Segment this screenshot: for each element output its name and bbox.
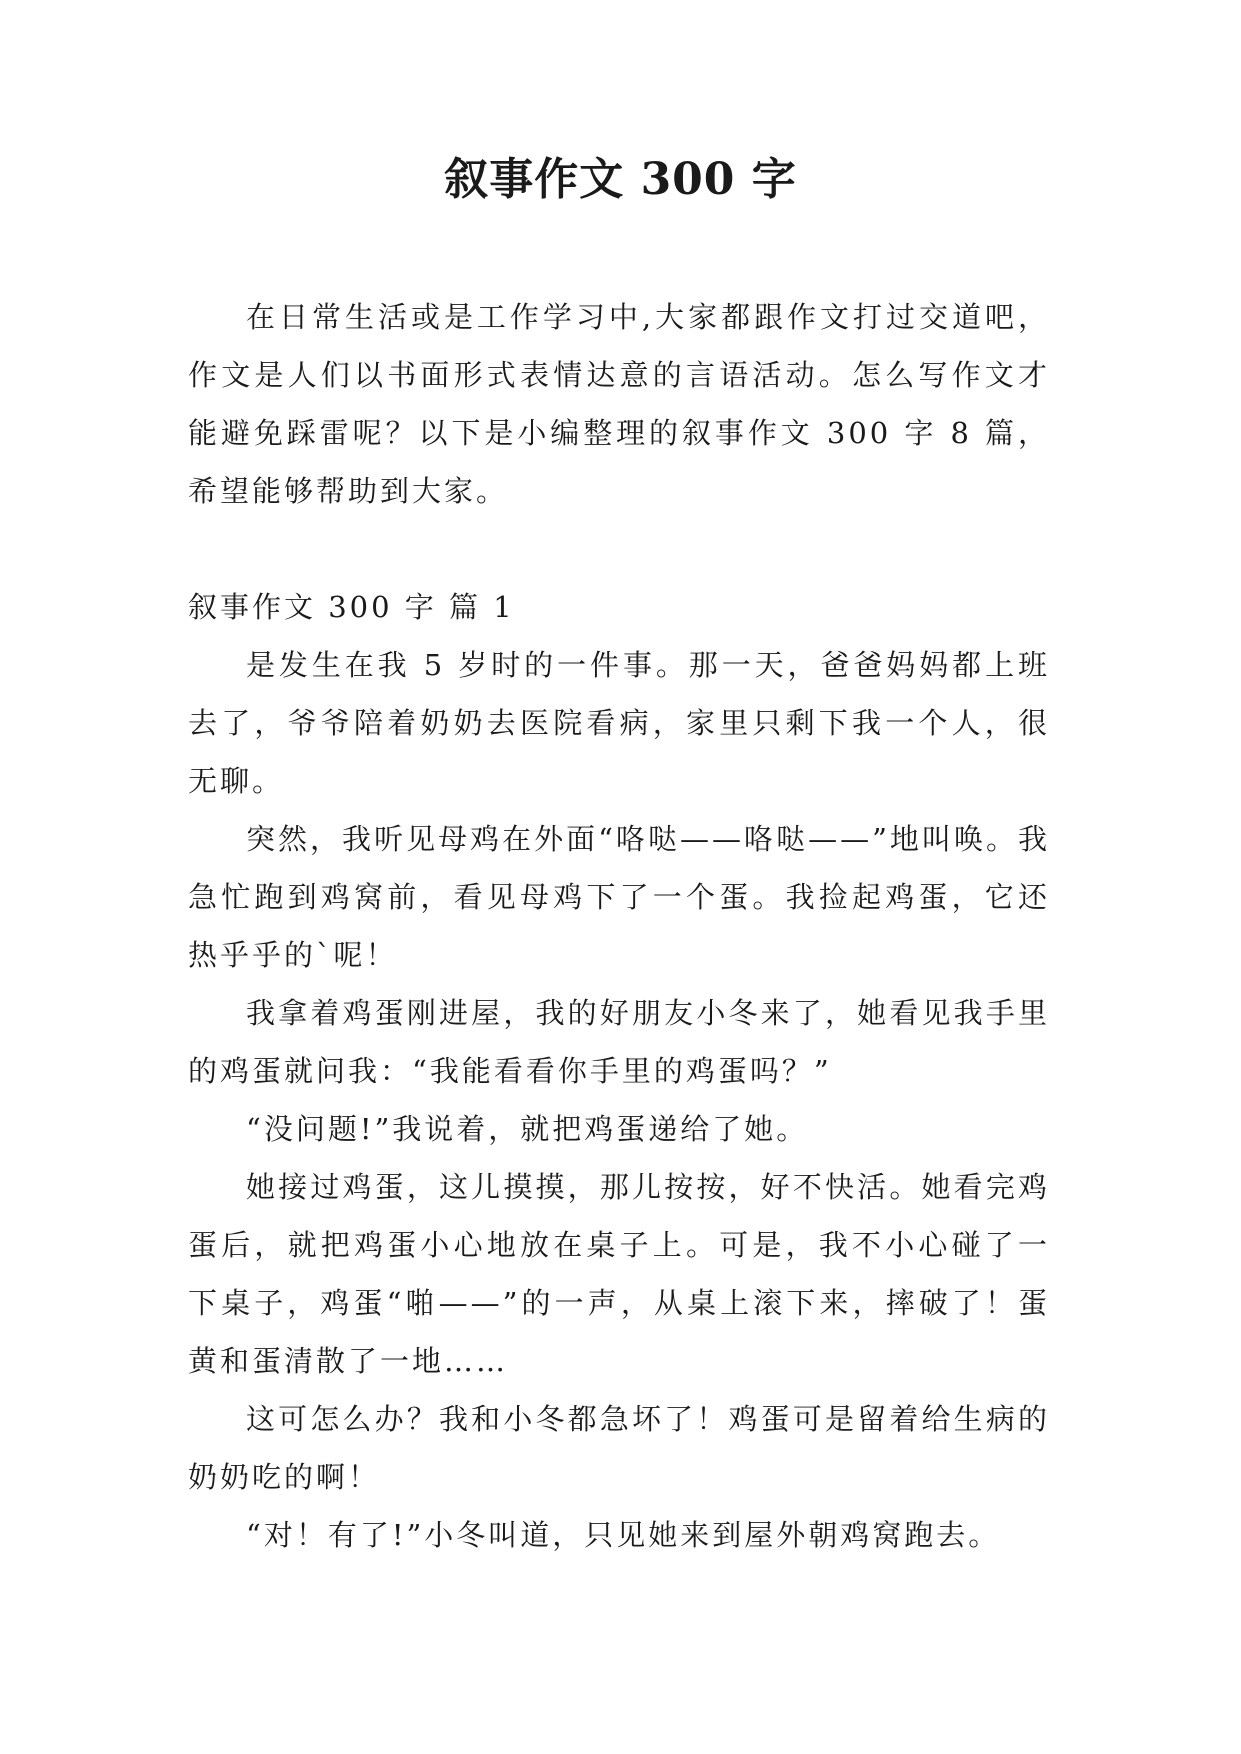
section-heading: 叙事作文 300 字 篇 1 <box>188 590 515 624</box>
body-paragraph: 是发生在我 5 岁时的一件事。那一天，爸爸妈妈都上班去了，爷爷陪着奶奶去医院看病，家里只剩下我一个人，很无聊。 <box>188 648 1050 798</box>
body-paragraph: 这可怎么办？我和小冬都急坏了！鸡蛋可是留着给生病的奶奶吃的啊！ <box>188 1402 1050 1494</box>
body-paragraph: “没问题!”我说着，就把鸡蛋递给了她。 <box>246 1112 809 1146</box>
body-paragraph: “对！有了!”小冬叫道，只见她来到屋外朝鸡窝跑去。 <box>246 1518 1001 1552</box>
document-title: 叙事作文 300 字 <box>444 154 797 205</box>
intro-paragraph: 在日常生活或是工作学习中,大家都跟作文打过交道吧，作文是人们以书面形式表情达意的言语活动。怎么写作文才能避免踩雷呢？以下是小编整理的叙事作文 300 字 8 篇，希望能够帮助到大家。 <box>188 300 1050 508</box>
body-paragraph: 突然，我听见母鸡在外面“咯哒——咯哒——”地叫唤。我急忙跑到鸡窝前，看见母鸡下了一个蛋。我捡起鸡蛋，它还热乎乎的`呢！ <box>188 822 1050 972</box>
body-paragraph: 她接过鸡蛋，这儿摸摸，那儿按按，好不快活。她看完鸡蛋后，就把鸡蛋小心地放在桌子上。可是，我不小心碰了一下桌子，鸡蛋“啪——”的一声，从桌上滚下来，摔破了！蛋黄和蛋清散了一地…… <box>188 1170 1050 1378</box>
body-paragraph: 我拿着鸡蛋刚进屋，我的好朋友小冬来了，她看见我手里的鸡蛋就问我：“我能看看你手里的鸡蛋吗？” <box>188 996 1050 1088</box>
document-body <box>188 288 1050 1564</box>
